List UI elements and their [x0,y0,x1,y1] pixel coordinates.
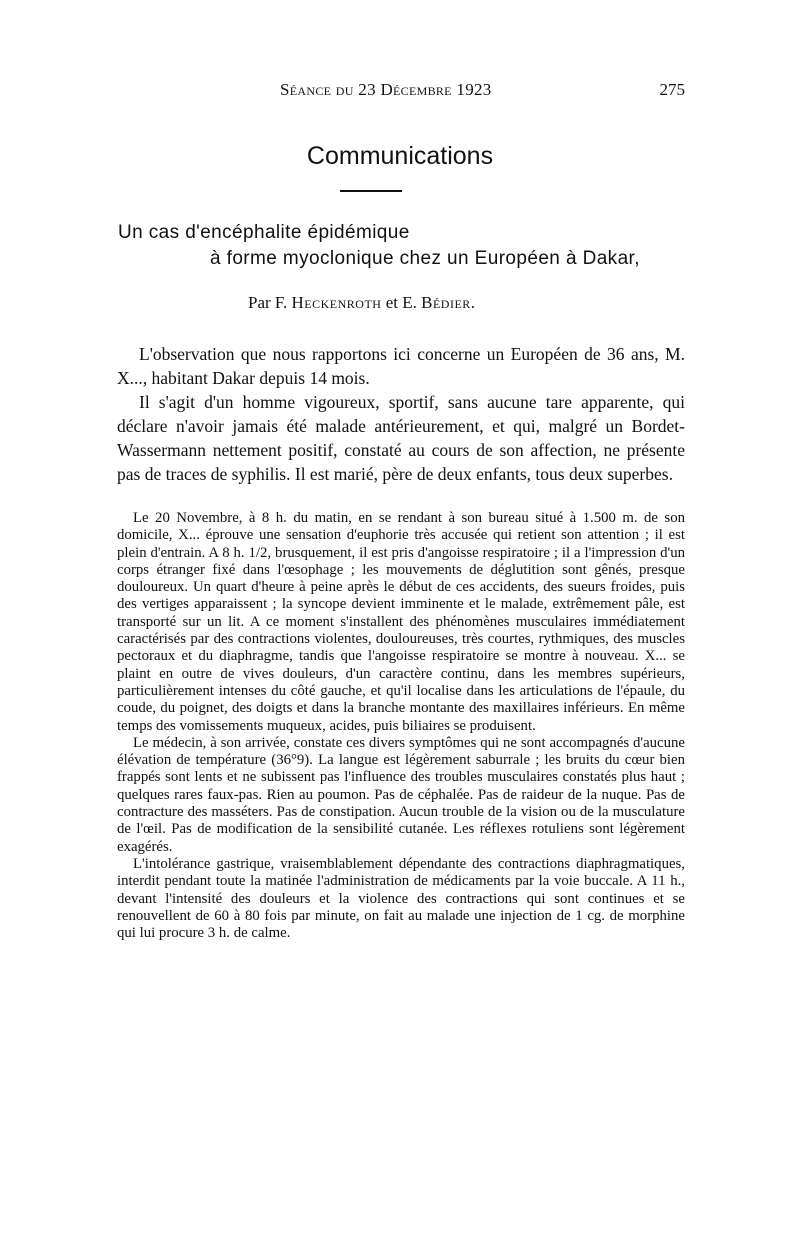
body-text [117,510,685,942]
article-title-line-1: Un cas d'encéphalite épidémique [118,222,410,243]
intro-paragraph: L'observation que nous rapportons ici concerne un Européen de 36 ans, M. X..., habitant Dakar depuis 14 mois. [117,344,685,388]
intro-paragraph: Il s'agit d'un homme vigoureux, sportif, sans aucune tare apparente, qui déclare n'avoir jamais été malade antérieurement, et qui, malgré un Bordet-Wassermann nettement positif, constaté au cours de son affection, ne présente pas de traces de syphilis. Il est marié, père de deux enfants, tous deux superbes. [117,392,685,484]
byline-joiner: et E. [385,293,417,312]
byline [248,293,648,313]
body-paragraph: Le médecin, à son arrivée, constate ces divers symptômes qui ne sont accompagnés d'aucune élévation de température (36°9). La langue est légèrement saburrale ; les bruits du cœur bien frappés sont lents et ne subissent pas l'influence des troubles musculaires constatés plus haut ; quelques rares faux-pas. Rien au poumon. Pas de céphalée. Pas de raideur de la nuque. Pas de contracture des masséters. Pas de constipation. Aucun trouble de la vision ou de la musculature de l'œil. Pas de modification de la sensibilité cutanée. Les réflexes rotuliens sont légèrement exagérés. [117,734,685,855]
byline-prefix: Par F. [248,293,288,312]
author-2: Bédier. [421,293,476,312]
running-head [280,80,660,100]
article-title-line-2: à forme myoclonique chez un Européen à Dakar, [210,248,640,269]
running-head-year: 1923 [456,80,492,99]
page-number: 275 [659,80,685,99]
running-head-month: Décembre [380,80,452,99]
running-head-prefix: Séance du [280,80,354,99]
body-paragraph: Le 20 Novembre, à 8 h. du matin, en se rendant à son bureau situé à 1.500 m. de son domicile, X... éprouve une sensation d'euphorie très accusée qui retient son attention ; il est plein d'entrain. A 8 h. 1/2, brusquement, il est pris d'angoisse respiratoire ; il a l'impression d'un corps étranger fixé dans l'œsophage ; les mouvements de déglutition sont gênés, presque douloureux. Un quart d'heure à peine après le début de ces accidents, des sueurs froides, puis des vertiges apparaissent ; la syncope devient imminente et le malade, extrêmement pâle, est transporté sur un lit. A ce moment s'installent des phénomènes musculaires immédiatement caractérisés par des contractions violentes, douloureuses, très courtes, rythmiques, des muscles pectoraux et du diaphragme, tandis que l'angoisse respiratoire se montre à nouveau. X... se plaint en outre de vives douleurs, d'un caractère continu, dans les membres supérieurs, particulièrement intenses du côté gauche, et qu'il localise dans les articulations de l'épaule, du coude, du poignet, des doigts et dans la branche montante des maxillaires inférieurs. En même temps des vomissements muqueux, acides, puis biliaires se produisent. [117,510,685,734]
intro-text [117,342,685,486]
body-paragraph: L'intolérance gastrique, vraisemblablement dépendante des contractions diaphragmatiques, interdit pendant toute la matinée l'administration de médicaments par la voie buccale. A 11 h., devant l'intensité des douleurs et la violence des contractions qui sont continues et se renouvellent de 60 à 80 fois par minute, on fait au malade une injection de 1 cg. de morphine qui lui procure 3 h. de calme. [117,855,685,942]
section-title: Communications [306,142,494,170]
author-1: Heckenroth [291,293,382,312]
running-head-day: 23 [358,80,376,99]
title-divider [340,190,402,192]
